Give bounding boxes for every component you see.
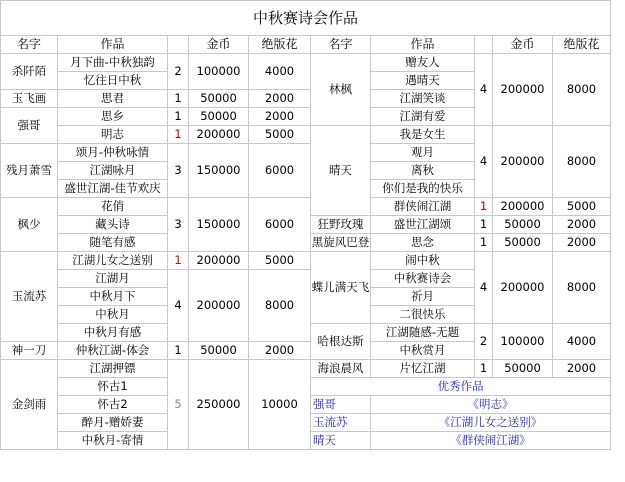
header-flower[interactable]: 绝版花	[249, 36, 311, 54]
gold-amount[interactable]: 50000	[493, 216, 553, 234]
work-title[interactable]: 中秋月下	[58, 288, 168, 306]
player-name[interactable]: 蝶儿满天飞	[311, 252, 371, 324]
excellent-player[interactable]: 强哥	[311, 396, 371, 414]
flower-amount[interactable]: 4000	[249, 54, 311, 90]
flower-amount[interactable]: 10000	[249, 360, 311, 450]
header-work[interactable]: 作品	[58, 36, 168, 54]
flower-amount[interactable]: 2000	[249, 108, 311, 126]
work-title[interactable]: 江湖押镖	[58, 360, 168, 378]
gold-amount[interactable]: 150000	[189, 198, 249, 252]
flower-amount[interactable]: 2000	[553, 234, 611, 252]
work-count[interactable]: 1	[168, 108, 189, 126]
flower-amount[interactable]: 2000	[249, 342, 311, 360]
flower-amount[interactable]: 8000	[553, 126, 611, 198]
player-name[interactable]: 晴天	[311, 126, 371, 216]
header-name[interactable]: 名字	[1, 36, 58, 54]
work-count[interactable]: 3	[168, 144, 189, 198]
player-name[interactable]: 神一刀	[1, 342, 58, 360]
flower-amount[interactable]: 8000	[249, 270, 311, 342]
work-title[interactable]: 观月	[371, 144, 475, 162]
work-title[interactable]: 江湖有爱	[371, 108, 475, 126]
work-title[interactable]: 赠友人	[371, 54, 475, 72]
work-title[interactable]: 中秋月-寄情	[58, 432, 168, 450]
gold-amount[interactable]: 100000	[189, 54, 249, 90]
gold-amount[interactable]: 50000	[493, 360, 553, 378]
gold-amount[interactable]: 200000	[189, 270, 249, 342]
gold-amount[interactable]: 150000	[189, 144, 249, 198]
gold-amount[interactable]: 50000	[189, 342, 249, 360]
work-title[interactable]: 江湖随感-无题	[371, 324, 475, 342]
work-title[interactable]: 仲秋江湖-体会	[58, 342, 168, 360]
work-title[interactable]: 江湖儿女之送别	[58, 252, 168, 270]
work-title[interactable]: 离秋	[371, 162, 475, 180]
work-title[interactable]: 藏头诗	[58, 216, 168, 234]
flower-amount[interactable]: 2000	[249, 90, 311, 108]
flower-amount[interactable]: 5000	[249, 126, 311, 144]
work-count[interactable]: 1	[168, 126, 189, 144]
flower-amount[interactable]: 6000	[249, 198, 311, 252]
player-name[interactable]: 金剑雨	[1, 360, 58, 450]
work-title[interactable]: 怀古1	[58, 378, 168, 396]
flower-amount[interactable]: 8000	[553, 54, 611, 126]
player-name[interactable]: 海浪晨风	[311, 360, 371, 378]
work-count[interactable]: 4	[475, 252, 493, 324]
gold-amount[interactable]: 200000	[189, 252, 249, 270]
work-title[interactable]: 片忆江湖	[371, 360, 475, 378]
header-work-right[interactable]: 作品	[371, 36, 475, 54]
work-title[interactable]: 醉月-赠娇妻	[58, 414, 168, 432]
gold-amount[interactable]: 50000	[189, 108, 249, 126]
table-row	[1, 126, 611, 144]
flower-amount[interactable]: 5000	[553, 198, 611, 216]
flower-amount[interactable]: 5000	[249, 252, 311, 270]
work-title[interactable]: 盛世江湖颂	[371, 216, 475, 234]
player-name[interactable]: 强哥	[1, 108, 58, 144]
gold-amount[interactable]: 50000	[493, 234, 553, 252]
gold-amount[interactable]: 250000	[189, 360, 249, 450]
gold-amount[interactable]: 50000	[189, 90, 249, 108]
table-row	[1, 360, 611, 378]
excellent-work[interactable]: 《江湖儿女之送别》	[371, 414, 611, 432]
work-count[interactable]: 1	[475, 360, 493, 378]
work-title[interactable]: 江湖月	[58, 270, 168, 288]
player-name[interactable]: 玉流苏	[1, 252, 58, 342]
work-title[interactable]: 明志	[58, 126, 168, 144]
table-row	[1, 252, 611, 270]
work-count[interactable]: 2	[475, 324, 493, 360]
player-name[interactable]: 枫少	[1, 198, 58, 252]
flower-amount[interactable]: 2000	[553, 360, 611, 378]
header-count-right[interactable]	[475, 36, 493, 54]
header-name-right[interactable]: 名字	[311, 36, 371, 54]
player-name[interactable]: 玉飞画	[1, 90, 58, 108]
work-title[interactable]: 遇晴天	[371, 72, 475, 90]
header-flower-right[interactable]: 绝版花	[553, 36, 611, 54]
work-title[interactable]: 江湖咏月	[58, 162, 168, 180]
player-name[interactable]: 哈根达斯	[311, 324, 371, 360]
gold-amount[interactable]: 200000	[493, 252, 553, 324]
work-title[interactable]: 随笔有感	[58, 234, 168, 252]
work-title[interactable]: 中秋月有感	[58, 324, 168, 342]
gold-amount[interactable]: 100000	[493, 324, 553, 360]
work-count[interactable]: 1	[168, 90, 189, 108]
work-count[interactable]: 1	[168, 342, 189, 360]
work-title[interactable]: 忆往日中秋	[58, 72, 168, 90]
work-title[interactable]: 思念	[371, 234, 475, 252]
work-title[interactable]: 闹中秋	[371, 252, 475, 270]
work-count[interactable]: 1	[475, 234, 493, 252]
work-title[interactable]: 盛世江湖-佳节欢庆	[58, 180, 168, 198]
work-count[interactable]: 5	[168, 360, 189, 450]
work-count[interactable]: 2	[168, 54, 189, 90]
gold-amount[interactable]: 200000	[189, 126, 249, 144]
gold-amount[interactable]: 200000	[493, 54, 553, 126]
work-count[interactable]: 4	[168, 270, 189, 342]
header-count[interactable]	[168, 36, 189, 54]
work-count[interactable]: 1	[168, 252, 189, 270]
flower-amount[interactable]: 8000	[553, 252, 611, 324]
excellent-player[interactable]: 玉流苏	[311, 414, 371, 432]
work-title[interactable]: 思乡	[58, 108, 168, 126]
work-title[interactable]: 群侠闹江湖	[371, 198, 475, 216]
excellent-work[interactable]: 《明志》	[371, 396, 611, 414]
work-title[interactable]: 怀古2	[58, 396, 168, 414]
player-name[interactable]: 残月萧雪	[1, 144, 58, 198]
page-title: 中秋赛诗会作品	[1, 1, 611, 36]
work-title[interactable]: 中秋赛诗会	[371, 270, 475, 288]
excellent-work[interactable]: 《群侠闹江湖》	[371, 432, 611, 450]
work-title[interactable]: 二很快乐	[371, 306, 475, 324]
flower-amount[interactable]: 4000	[553, 324, 611, 360]
work-title[interactable]: 中秋赏月	[371, 342, 475, 360]
work-count[interactable]: 1	[475, 216, 493, 234]
gold-amount[interactable]: 200000	[493, 198, 553, 216]
table-row	[1, 54, 611, 72]
work-title[interactable]: 思君	[58, 90, 168, 108]
player-name[interactable]: 杀阡陌	[1, 54, 58, 90]
work-title[interactable]: 你们是我的快乐	[371, 180, 475, 198]
flower-amount[interactable]: 6000	[249, 144, 311, 198]
player-name[interactable]: 狂野玫瑰	[311, 216, 371, 234]
work-title[interactable]: 颂月-仲秋咏情	[58, 144, 168, 162]
gold-amount[interactable]: 200000	[493, 126, 553, 198]
work-count[interactable]: 4	[475, 126, 493, 198]
work-title[interactable]: 中秋月	[58, 306, 168, 324]
player-name[interactable]: 林枫	[311, 54, 371, 126]
work-count[interactable]: 4	[475, 54, 493, 126]
work-title[interactable]: 江湖笑谈	[371, 90, 475, 108]
work-count[interactable]: 1	[475, 198, 493, 216]
work-title[interactable]: 我是女生	[371, 126, 475, 144]
work-title[interactable]: 花俏	[58, 198, 168, 216]
header-gold[interactable]: 金币	[189, 36, 249, 54]
table-row	[1, 198, 611, 216]
work-title[interactable]: 祈月	[371, 288, 475, 306]
excellent-player[interactable]: 晴天	[311, 432, 371, 450]
work-count[interactable]: 3	[168, 198, 189, 252]
excellent-title[interactable]: 优秀作品	[311, 378, 611, 396]
header-gold-right[interactable]: 金币	[493, 36, 553, 54]
work-title[interactable]: 月下曲-中秋独韵	[58, 54, 168, 72]
player-name[interactable]: 黑旋风巴登	[311, 234, 371, 252]
flower-amount[interactable]: 2000	[553, 216, 611, 234]
